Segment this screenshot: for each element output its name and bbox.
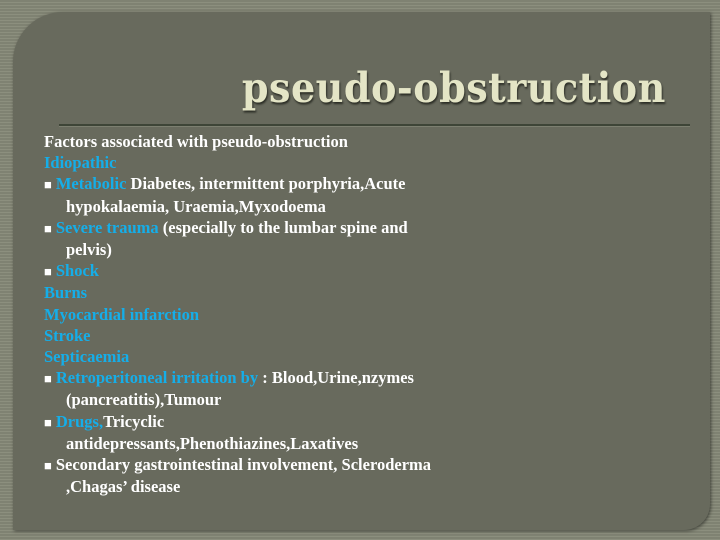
bullet-icon: ■	[44, 414, 52, 430]
body-line	[44, 282, 684, 303]
bullet-icon: ■	[44, 458, 52, 474]
bullet-icon: ■	[44, 177, 52, 193]
body-line	[44, 304, 684, 325]
highlighted-term: Myocardial infarction	[44, 304, 200, 324]
body-line	[44, 173, 684, 195]
body-text: Factors associated with pseudo-obstruction	[44, 132, 348, 151]
body-text: (especially to the lumbar spine and	[162, 217, 408, 237]
body-text: : Blood,Urine,nzymes	[262, 368, 414, 388]
body-line	[44, 389, 684, 410]
body-line	[44, 260, 684, 282]
body-line	[44, 367, 684, 389]
body-line	[44, 411, 684, 433]
body-text: Secondary gastrointestinal involvement, Scleroderma	[55, 455, 432, 475]
body-line	[44, 217, 684, 239]
bullet-icon: ■	[44, 264, 52, 280]
highlighted-term: Metabolic	[55, 174, 131, 194]
bullet-icon: ■	[44, 371, 52, 387]
body-line	[44, 196, 684, 217]
body-text: ,Chagas’ disease	[66, 477, 181, 497]
body-text: Tricyclic	[103, 411, 165, 431]
body-text: (pancreatitis),Tumour	[66, 390, 222, 410]
body-line	[44, 433, 684, 454]
highlighted-term: Retroperitoneal irritation by	[55, 368, 263, 388]
highlighted-term: Stroke	[44, 325, 91, 345]
highlighted-term: Shock	[55, 261, 99, 281]
body-text: pelvis)	[66, 240, 112, 260]
bullet-icon: ■	[44, 220, 52, 236]
highlighted-term: Burns	[44, 283, 88, 303]
highlighted-term: Septicaemia	[44, 347, 130, 367]
highlighted-term: Severe trauma	[55, 217, 163, 237]
slide-title: pseudo-obstruction	[242, 64, 666, 112]
highlighted-term: Drugs,	[55, 411, 104, 431]
body-line	[44, 325, 684, 346]
body-line	[44, 454, 684, 476]
body-line	[44, 131, 684, 152]
body-text: antidepressants,Phenothiazines,Laxatives	[66, 433, 359, 453]
body-line	[44, 152, 684, 173]
body-line	[44, 346, 684, 367]
highlighted-term: Idiopathic	[44, 153, 117, 173]
body-line	[44, 239, 684, 260]
body-text: Diabetes, intermittent porphyria,Acute	[130, 174, 406, 194]
body-text: hypokalaemia, Uraemia,Myxodoema	[66, 196, 326, 216]
body-line	[44, 476, 684, 497]
slide-body	[44, 131, 684, 497]
title-divider	[59, 124, 690, 126]
